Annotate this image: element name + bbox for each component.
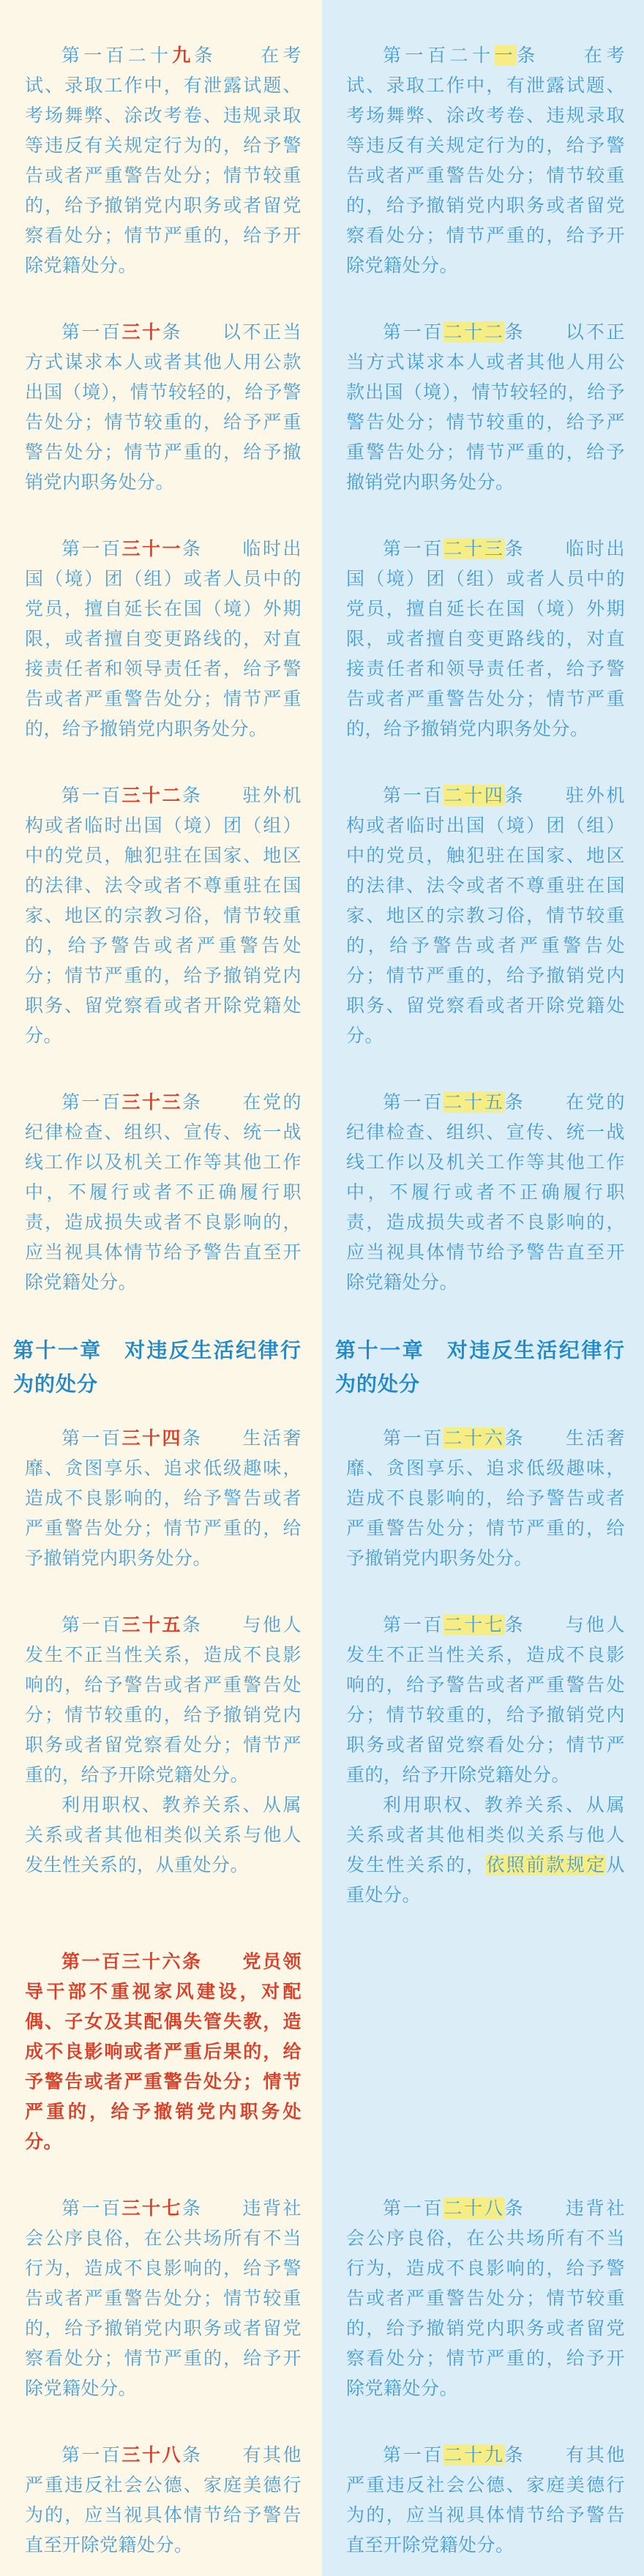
article-text: 条 驻外机构或者临时出国（境）团（组）中的党员，触犯驻在国家、地区的法律、法令或者不尊重驻在国家、地区的宗教习俗，情节较重的，给予警告或者严重警告处分；情节严重的，给予撤销党内职务、留党察看或者开除党籍处分。 <box>346 785 625 1046</box>
article-paragraph <box>25 2440 302 2560</box>
article-paragraph <box>346 40 625 280</box>
article-text: 第一百 <box>383 2444 444 2465</box>
article-text: 条 违背社会公序良俗，在公共场所有不当行为，造成不良影响的，给予警告或者严重警告处分；情节较重的，给予撤销党内职务或者留党察看处分；情节严重的，给予开除党籍处分。 <box>25 2198 302 2399</box>
article-text: 第一百 <box>383 2198 444 2219</box>
article-paragraph <box>346 317 625 497</box>
article-paragraph <box>346 780 625 1050</box>
article-text: 第一百 <box>61 2198 122 2219</box>
article-text: 第一百 <box>61 321 122 343</box>
article-text: 第一百二十 <box>383 45 495 66</box>
highlighted-text: 二十二 <box>443 321 505 343</box>
left-article-cell <box>0 2440 322 2576</box>
left-article-cell <box>0 1946 322 2193</box>
highlighted-text: 二十五 <box>443 1091 505 1113</box>
changed-text-red: 三十三 <box>121 1091 182 1113</box>
article-text: 利用职权、教养关系、从属关系或者其他相类似关系与他人发生性关系的， <box>346 1794 625 1875</box>
article-text: 条 临时出国（境）团（组）或者人员中的党员，擅自延长在国（境）外期限，或者擅自变更路线的，对直接责任者和领导责任者，给予警告或者严重警告处分；情节严重的，给予撤销党内职务处分。 <box>25 538 302 739</box>
article-text: 第一百 <box>383 1091 444 1113</box>
article-text: 第一百 <box>383 785 444 806</box>
article-paragraph <box>346 1790 625 1910</box>
article-text: 第一百 <box>383 1614 444 1635</box>
article-paragraph <box>25 534 302 744</box>
article-paragraph <box>25 780 302 1050</box>
left-chapter-cell <box>0 1334 322 1423</box>
changed-text-red: 第一百三十六条 党员领导干部不重视家风建设，对配偶、子女及其配偶失管失教，造成不良影响或者严重后果的，给予警告或者严重警告处分；情节严重的，给予撤销党内职务处分。 <box>25 1951 302 2152</box>
article-text: 第一百 <box>61 1091 122 1113</box>
article-text: 第一百 <box>61 2444 122 2465</box>
chapter-heading: 第十一章 对违反生活纪律行为的处分 <box>13 1338 302 1396</box>
article-text: 条 与他人发生不正当性关系，造成不良影响的，给予警告或者严重警告处分；情节较重的，给予撤销党内职务或者留党察看处分；情节严重的，给予开除党籍处分。 <box>346 1614 625 1785</box>
article-text: 条 在党的纪律检查、组织、宣传、统一战线工作以及机关工作等其他工作中，不履行或者不正确履行职责，造成损失或者不良影响的，应当视具体情节给予警告直至开除党籍处分。 <box>346 1091 625 1293</box>
article-text: 条 以不正当方式谋求本人或者其他人用公款出国（境），情节较轻的，给予警告处分；情节较重的，给予严重警告处分；情节严重的，给予撤销党内职务处分。 <box>25 321 302 493</box>
highlighted-text: 二十七 <box>443 1614 505 1635</box>
left-article-cell <box>0 2193 322 2440</box>
article-text: 条 在党的纪律检查、组织、宣传、统一战线工作以及机关工作等其他工作中，不履行或者不正确履行职责，造成损失或者不良影响的，应当视具体情节给予警告直至开除党籍处分。 <box>25 1091 302 1293</box>
article-paragraph <box>346 1087 625 1297</box>
article-text: 条 临时出国（境）团（组）或者人员中的党员，擅自延长在国（境）外期限，或者擅自变更路线的，对直接责任者和领导责任者，给予警告或者严重警告处分；情节严重的，给予撤销党内职务处分。 <box>346 538 625 739</box>
article-text: 条 生活奢靡、贪图享乐、追求低级趣味，造成不良影响的，给予警告或者严重警告处分；情节严重的，给予撤销党内职务处分。 <box>346 1427 625 1569</box>
changed-text-red: 三十二 <box>121 785 182 806</box>
highlighted-text: 二十三 <box>443 538 505 559</box>
article-paragraph <box>346 2193 625 2403</box>
article-text: 条 生活奢靡、贪图享乐、追求低级趣味，造成不良影响的，给予警告或者严重警告处分；情节严重的，给予撤销党内职务处分。 <box>25 1427 302 1569</box>
changed-text-red: 三十一 <box>121 538 182 559</box>
right-article-cell <box>322 2440 644 2576</box>
article-paragraph <box>25 1790 302 1880</box>
right-article-cell <box>322 317 644 534</box>
article-paragraph <box>346 1423 625 1573</box>
article-paragraph <box>25 1610 302 1790</box>
article-text: 条 违背社会公序良俗，在公共场所有不当行为，造成不良影响的，给予警告或者严重警告处分；情节较重的，给予撤销党内职务或者留党察看处分；情节严重的，给予开除党籍处分。 <box>346 2198 625 2399</box>
chapter-heading: 第十一章 对违反生活纪律行为的处分 <box>335 1338 625 1396</box>
article-text: 利用职权、教养关系、从属关系或者其他相类似关系与他人发生性关系的，从重处分。 <box>25 1794 302 1875</box>
right-article-cell <box>322 1610 644 1946</box>
article-paragraph <box>25 1087 302 1297</box>
article-text: 第一百 <box>383 1427 444 1449</box>
article-text: 第一百 <box>61 785 122 806</box>
highlighted-text: 二十八 <box>443 2198 505 2219</box>
left-article-cell <box>0 1087 322 1334</box>
article-text: 条 有其他严重违反社会公德、家庭美德行为的，应当视具体情节给予警告直至开除党籍处分。 <box>346 2444 625 2556</box>
left-article-cell <box>0 1610 322 1946</box>
highlighted-text: 二十九 <box>443 2444 505 2465</box>
article-paragraph <box>25 1946 302 2157</box>
right-article-cell <box>322 0 644 317</box>
changed-text-red: 三十五 <box>121 1614 182 1635</box>
article-paragraph <box>25 2193 302 2403</box>
article-text: 条 与他人发生不正当性关系，造成不良影响的，给予警告或者严重警告处分；情节较重的，给予撤销党内职务或者留党察看处分；情节严重的，给予开除党籍处分。 <box>25 1614 302 1785</box>
article-text: 第一百 <box>383 538 444 559</box>
article-text: 第一百二十 <box>61 45 173 66</box>
article-text: 条 以不正当方式谋求本人或者其他人用公款出国（境），情节较轻的，给予警告处分；情节较重的，给予严重警告处分；情节严重的，给予撤销党内职务处分。 <box>346 321 625 493</box>
right-chapter-cell <box>322 1334 644 1423</box>
right-article-cell <box>322 534 644 780</box>
article-paragraph <box>346 2440 625 2560</box>
article-text: 条 驻外机构或者临时出国（境）团（组）中的党员，触犯驻在国家、地区的法律、法令或者不尊重驻在国家、地区的宗教习俗，情节较重的，给予警告或者严重警告处分；情节严重的，给予撤销党内职务、留党察看或者开除党籍处分。 <box>25 785 302 1046</box>
right-empty-cell <box>322 1946 644 2193</box>
article-paragraph <box>25 1423 302 1573</box>
right-article-cell <box>322 2193 644 2440</box>
right-article-cell <box>322 780 644 1087</box>
highlighted-text: 二十六 <box>443 1427 505 1449</box>
article-paragraph <box>25 40 302 280</box>
article-text: 从重处分。 <box>346 1854 625 1905</box>
article-text: 第一百 <box>61 1427 122 1449</box>
changed-text-red: 三十 <box>121 321 162 343</box>
left-article-cell <box>0 534 322 780</box>
article-text: 第一百 <box>61 538 122 559</box>
article-paragraph <box>346 534 625 744</box>
highlighted-text: 一 <box>494 45 517 66</box>
changed-text-red: 三十四 <box>121 1427 182 1449</box>
article-text: 条 有其他严重违反社会公德、家庭美德行为的，应当视具体情节给予警告直至开除党籍处分。 <box>25 2444 302 2556</box>
right-article-cell <box>322 1423 644 1610</box>
article-text: 条 在考试、录取工作中，有泄露试题、考场舞弊、涂改考卷、违规录取等违反有关规定行为的，给予警告或者严重警告处分；情节较重的，给予撤销党内职务或者留党察看处分；情节严重的，给予开除党籍处分。 <box>25 45 302 276</box>
changed-text-red: 三十七 <box>121 2198 182 2219</box>
changed-text-red: 三十八 <box>121 2444 182 2465</box>
left-article-cell <box>0 1423 322 1610</box>
highlighted-text: 二十四 <box>443 785 505 806</box>
right-article-cell <box>322 1087 644 1334</box>
changed-text-red: 九 <box>172 45 195 66</box>
left-article-cell <box>0 0 322 317</box>
article-text: 第一百 <box>61 1614 122 1635</box>
article-text: 第一百 <box>383 321 444 343</box>
left-article-cell <box>0 317 322 534</box>
left-article-cell <box>0 780 322 1087</box>
article-paragraph <box>346 1610 625 1790</box>
highlighted-text: 依照前款规定 <box>486 1854 607 1875</box>
article-text: 条 在考试、录取工作中，有泄露试题、考场舞弊、涂改考卷、违规录取等违反有关规定行为的，给予警告或者严重警告处分；情节较重的，给予撤销党内职务或者留党察看处分；情节严重的，给予开除党籍处分。 <box>346 45 625 276</box>
article-paragraph <box>25 317 302 497</box>
